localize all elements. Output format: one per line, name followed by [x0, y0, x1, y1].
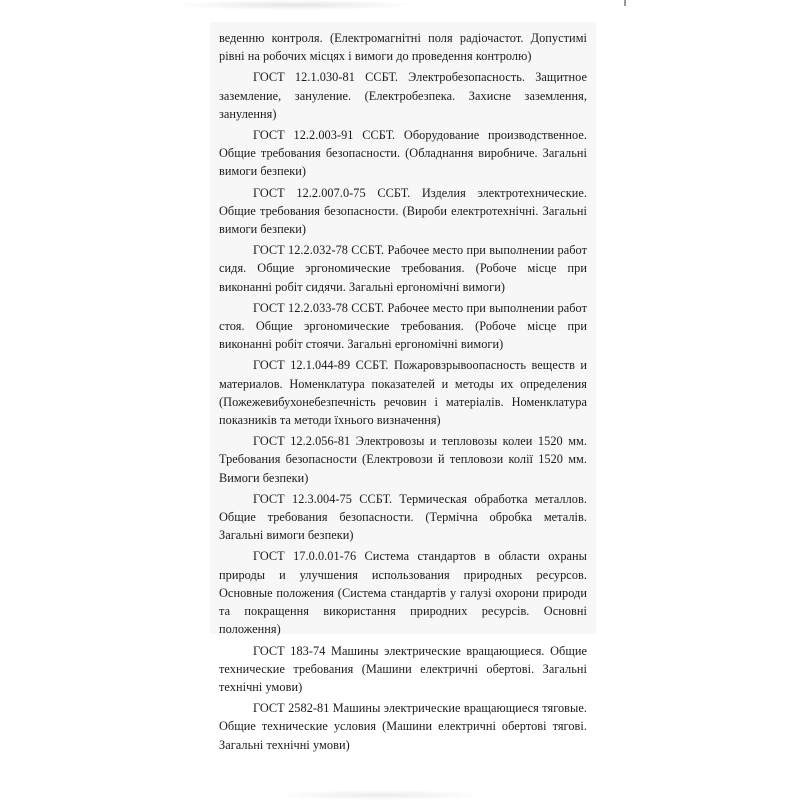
photo-shadow-top [170, 0, 420, 10]
standard-entry: ГОСТ 12.2.032-78 ССБТ. Рабочее место при выполнении работ сидя. Общие эргономические требования. (Робоче місце при виконанні робіт сидячи. Загальні ергономічні вимоги) [219, 243, 587, 294]
paragraph-continuation: веденню контроля. (Електромагнітні поля радіочастот. Допустимі рівні на робочих місцях і вимоги до проведення контролю) [219, 31, 587, 64]
standards-list [219, 29, 587, 757]
standard-entry: ГОСТ 12.2.033-78 ССБТ. Рабочее место при выполнении работ стоя. Общие эргономические требования. (Робоче місце при виконанні робіт стоячи. Загальні ергономічні вимоги) [219, 300, 587, 352]
standard-entry: ГОСТ 2582-81 Машины электрические вращающиеся тяговые. Общие технические условия (Машини електричні обертові тягові. Загальні технічні умови) [219, 701, 587, 752]
photo-shadow-bottom [270, 790, 490, 800]
standard-entry: ГОСТ 12.2.007.0-75 ССБТ. Изделия электротехнические. Общие требования безопасности. (Вироби електротехнічні. Загальні вимоги безпеки) [219, 185, 587, 237]
standard-entry: ГОСТ 12.2.003-91 ССБТ. Оборудование производственное. Общие требования безопасности. (Обладнання виробниче. Загальні вимоги безпеки) [219, 128, 587, 179]
standard-entry: ГОСТ 12.2.056-81 Электровозы и тепловозы колеи 1520 мм. Требования безопасности (Електровози й тепловози колії 1520 мм. Вимоги безпеки) [219, 434, 587, 485]
standard-entry: ГОСТ 183-74 Машины электрические вращающиеся. Общие технические требования (Машини електричні обертові. Загальні технічні умови) [219, 643, 587, 694]
standard-entry: ГОСТ 12.1.030-81 ССБТ. Электробезопасность. Защитное заземление, зануление. (Електробезпека. Захисне заземлення, занулення) [219, 70, 587, 121]
standard-entry: ГОСТ 12.1.044-89 ССБТ. Пожаровзрывоопасность веществ и материалов. Номенклатура показателей и методы их определения (Пожежевибухонебезпечність речовин і матеріалів. Номенклатура показників та методи їхнього визначення) [219, 358, 587, 428]
edge-mark [624, 0, 626, 6]
standard-entry: ГОСТ 12.3.004-75 ССБТ. Термическая обработка металлов. Общие требования безопасности. (Термічна обробка металів. Загальні вимоги безпеки) [219, 491, 587, 543]
standard-entry: ГОСТ 17.0.0.01-76 Система стандартов в области охраны природы и улучшения использования природных ресурсов. Основные положения (Система стандартів у галузі охорони природи та покращення використання природних ресурсів. Основні положення) [219, 549, 587, 637]
